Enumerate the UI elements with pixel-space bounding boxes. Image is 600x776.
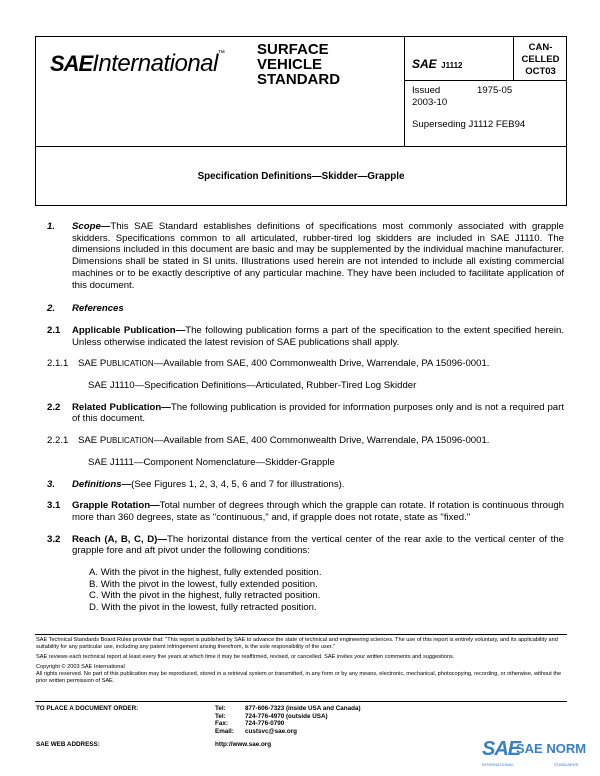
section-1: [47, 221, 564, 291]
footer-rule: [35, 701, 567, 702]
contact-label: Fax:: [215, 720, 228, 727]
contact-block: [215, 705, 361, 735]
section-2-2: [47, 402, 564, 425]
status-block: [514, 42, 567, 78]
board-rules-note: SAE Technical Standards Board Rules provide that: "This report is published by SAE to advance the state of technical and engineering sciences. The use of this report is entirely voluntary, and its applicability and suitability for any particular use, including any patent infringement arising therefrom, is the sole responsibility of the user.": [36, 637, 558, 650]
section-number: 1.: [47, 221, 56, 232]
stamp-sub-right: STANDARDS: [554, 762, 579, 767]
section-heading: Scope—: [72, 221, 111, 232]
issued-block: [412, 85, 562, 130]
section-3-1-text: [72, 500, 564, 523]
doc-number: J1112: [441, 61, 463, 70]
issued-label: Issued: [412, 85, 441, 96]
status-line: CELLED: [521, 54, 560, 65]
paragraph: Total number of degrees through which the grapple can rotate. If rotation is continuous through more than 360 degrees, state as "continuous," and, if grapple does not rotate, state as "fixed.": [72, 500, 564, 523]
status-line: CAN-: [528, 42, 553, 53]
web-label: SAE WEB ADDRESS:: [36, 741, 100, 748]
order-label: TO PLACE A DOCUMENT ORDER:: [36, 705, 139, 712]
sae-label-smallcaps: UBLICATION: [106, 359, 154, 369]
small-sae-logo: SAE: [412, 57, 437, 71]
section-2-2-1-text: [78, 435, 489, 447]
contact-value: custsvc@sae.org: [245, 727, 297, 735]
sae-international-logo: [50, 50, 225, 78]
web-address: http://www.sae.org: [215, 741, 272, 748]
section-number: 2.1.1: [47, 358, 69, 370]
contact-label: Tel:: [215, 705, 226, 712]
header-divider: [404, 80, 567, 81]
section-heading: Grapple Rotation—: [72, 500, 160, 512]
contact-value: 724-776-4970 (outside USA): [245, 712, 328, 720]
status-line: OCT03: [525, 66, 556, 77]
section-3-2-text: [72, 534, 564, 557]
section-number: 2.2: [47, 401, 61, 413]
contact-value: 724-776-0790: [245, 720, 285, 727]
section-3-2: [47, 534, 564, 557]
contact-label: Email:: [215, 727, 234, 735]
paragraph: The following publication is provided for information purposes only and is not a required part of this document.: [72, 401, 564, 425]
paragraph: —Available from SAE, 400 Commonwealth Drive, Warrendale, PA 15096-0001.: [153, 435, 490, 447]
reference-entry: SAE J1111—Component Nomenclature—Skidder-Grapple: [88, 456, 335, 468]
section-number: 3.2: [47, 533, 61, 545]
condition-list: [47, 567, 564, 614]
doc-type-line: VEHICLE: [257, 56, 323, 73]
rights-note: All rights reserved. No part of this publication may be reproduced, stored in a retrieval system or transmitted, in any form or by any means, electronic, mechanical, photocopying, recording, or otherwise, without the prior written permission of SAE.: [36, 671, 562, 684]
header-divider: [404, 36, 405, 147]
section-1-text: [72, 221, 564, 291]
contact-label: Tel:: [215, 712, 226, 720]
paragraph: This SAE Standard establishes definitions of specifications most commonly associated with grapple skidders. Specifications common to all articulated, rubber-tired log skidders are included in SAE J1110. The dimensions included in this document are basic and may be supplemented by the individual machine manufacturer. Dimensions shall be stated in SI units. Illustrations used herein are not intended to include all existing commercial machines or to be exactly descriptive of any particular machine. They have been included to facilitate application of this document.: [72, 221, 564, 291]
section-3-1: [47, 500, 564, 523]
stamp-sub-left: INTERNATIONAL: [482, 762, 514, 767]
doc-number-block: [412, 55, 463, 73]
doc-type: [257, 42, 340, 87]
trademark: ™: [217, 50, 225, 57]
section-2-1: [47, 325, 564, 348]
paragraph: (See Figures 1, 2, 3, 4, 5, 6 and 7 for illustrations).: [131, 478, 345, 490]
section-number: 3.1: [47, 500, 61, 512]
section-2-1-1: [47, 358, 564, 370]
body-content: [47, 221, 564, 614]
section-2: [47, 303, 564, 315]
section-2-2-1: [47, 435, 564, 447]
section-2-1-1-text: [78, 358, 489, 370]
section-2-2-text: [72, 402, 564, 425]
copyright: Copyright © 2003 SAE International: [36, 664, 125, 670]
section-number: 2.2.1: [47, 435, 69, 447]
section-number: 2.: [47, 303, 56, 315]
list-item: B. With the pivot in the lowest, fully extended position.: [89, 578, 318, 590]
list-item: A. With the pivot in the highest, fully extended position.: [89, 567, 322, 579]
superseding: Superseding J1112 FEB94: [412, 118, 526, 130]
contact-value: 877-606-7323 (inside USA and Canada): [245, 705, 361, 712]
document-title: Specification Definitions—Skidder—Grapple: [197, 171, 405, 182]
logo-international-text: International: [92, 50, 218, 77]
list-item: D. With the pivot in the lowest, fully retracted position.: [89, 602, 317, 614]
sae-label-smallcaps: UBLICATION: [106, 436, 154, 446]
paragraph: —Available from SAE, 400 Commonwealth Drive, Warrendale, PA 15096-0001.: [153, 358, 490, 370]
paragraph: The following publication forms a part of the specification to the extent specified herein. Unless otherwise indicated the latest revision of SAE publications shall apply.: [72, 324, 564, 348]
section-number: 2.1: [47, 324, 61, 336]
section-heading: Reach (A, B, C, D)—: [72, 533, 167, 545]
footer-rule: [35, 634, 567, 635]
list-item: C. With the pivot in the highest, fully retracted position.: [89, 590, 321, 602]
section-heading: Related Publication—: [72, 401, 171, 413]
section-number: 3.: [47, 478, 56, 490]
sae-label: SAE P: [78, 435, 107, 447]
issued-date: 1975-05: [477, 85, 513, 96]
doc-type-line: SURFACE: [257, 41, 329, 58]
logo-sae-text: SAE: [50, 51, 93, 76]
section-heading: References: [72, 303, 124, 315]
section-3: [47, 479, 564, 491]
section-2-1-text: [72, 325, 564, 348]
stamp-norm-text: SAE NORM: [516, 741, 587, 756]
sae-norm-stamp: [482, 738, 592, 772]
section-heading: Definitions—: [72, 478, 132, 490]
section-3-text: [72, 479, 344, 491]
revised-date: 2003-10: [412, 97, 448, 108]
paragraph: The horizontal distance from the vertical center of the rear axle to the vertical center of the grapple fore and aft pivot under the following conditions:: [72, 533, 565, 557]
section-heading: Applicable Publication—: [72, 324, 186, 336]
footer-notes: [36, 637, 566, 685]
doc-type-line: STANDARD: [257, 71, 341, 88]
stamp-sae-logo: SAE: [482, 738, 521, 760]
reference-entry: SAE J1110—Specification Definitions—Articulated, Rubber-Tired Log Skidder: [88, 380, 417, 392]
sae-label: SAE P: [78, 358, 107, 370]
review-note: SAE reviews each technical report at least every five years at which time it may be reaffirmed, revised, or cancelled. SAE invites your written comments and suggestions.: [36, 654, 455, 660]
